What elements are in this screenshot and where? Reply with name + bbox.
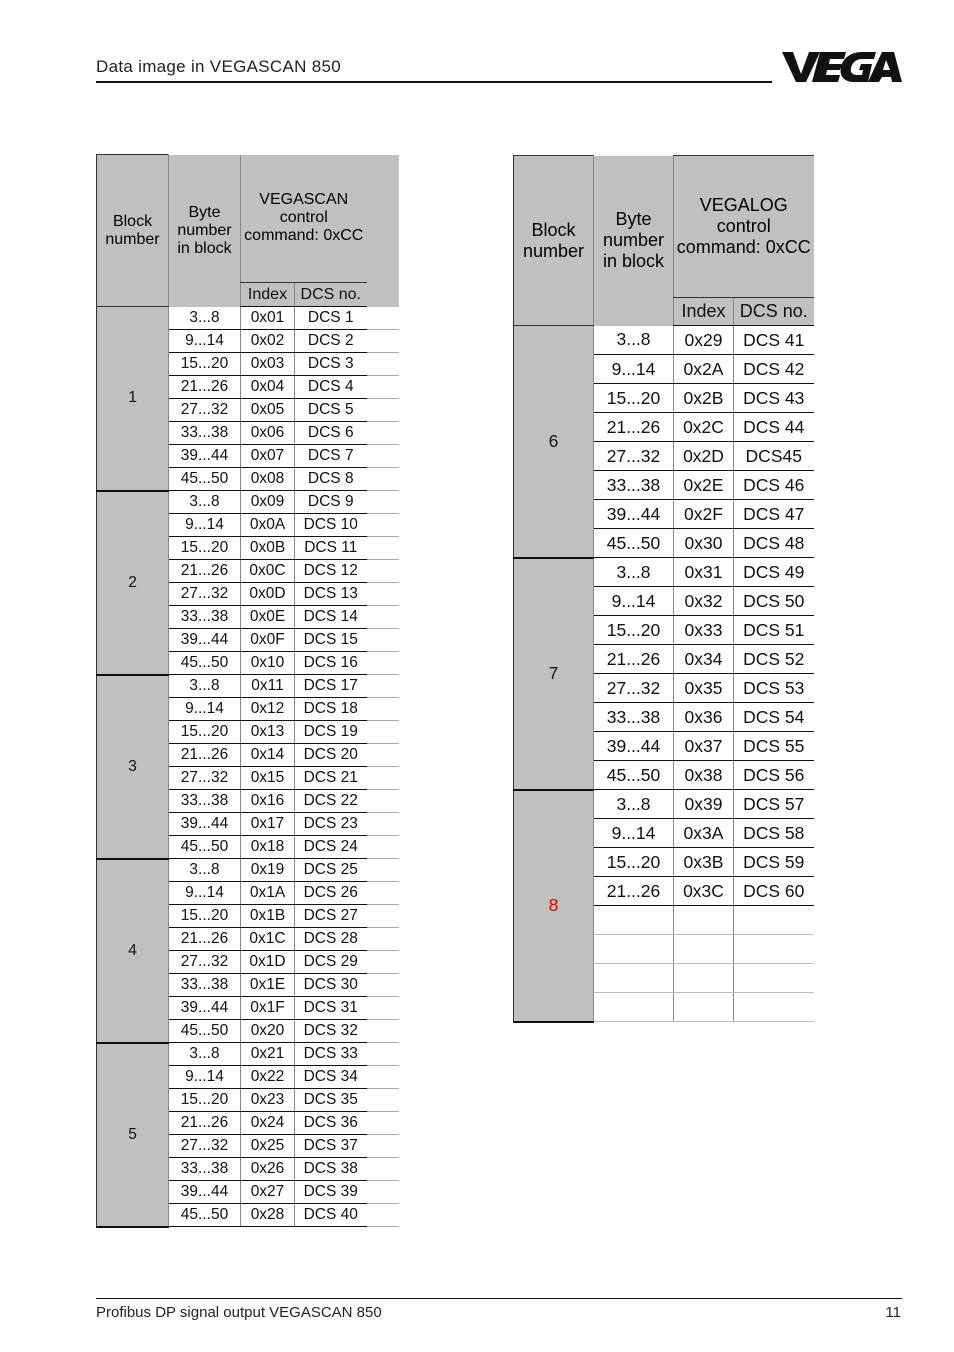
dcs-cell xyxy=(734,935,814,964)
index-cell: 0x23 xyxy=(241,1089,295,1112)
byte-range-cell: 21...26 xyxy=(169,376,241,399)
filler-cell xyxy=(367,882,399,905)
table-row xyxy=(514,326,814,355)
block-number-cell: 1 xyxy=(97,307,169,491)
index-cell: 0x31 xyxy=(674,558,734,587)
index-cell: 0x10 xyxy=(241,652,295,675)
filler-cell xyxy=(367,1181,399,1204)
dcs-cell: DCS 28 xyxy=(295,928,367,951)
byte-range-cell: 9...14 xyxy=(594,819,674,848)
page-number: 11 xyxy=(885,1304,901,1321)
byte-range-cell: 9...14 xyxy=(169,698,241,721)
byte-number-header: Byte number in block xyxy=(169,155,241,307)
footer-rule xyxy=(96,1298,902,1299)
vegascan-table-body xyxy=(97,307,399,1227)
dcs-header: DCS no. xyxy=(295,283,367,307)
filler-cell xyxy=(367,698,399,721)
index-cell: 0x2C xyxy=(674,413,734,442)
byte-range-cell: 39...44 xyxy=(169,629,241,652)
index-cell: 0x01 xyxy=(241,307,295,330)
index-cell: 0x27 xyxy=(241,1181,295,1204)
filler-cell xyxy=(367,790,399,813)
dcs-cell: DCS 21 xyxy=(295,767,367,790)
byte-range-cell: 39...44 xyxy=(169,1181,241,1204)
dcs-cell: DCS 19 xyxy=(295,721,367,744)
filler-cell xyxy=(367,813,399,836)
byte-range-cell: 15...20 xyxy=(169,1089,241,1112)
dcs-cell: DCS 14 xyxy=(295,606,367,629)
index-cell: 0x04 xyxy=(241,376,295,399)
byte-range-cell xyxy=(594,993,674,1022)
filler-cell xyxy=(367,1158,399,1181)
index-cell: 0x35 xyxy=(674,674,734,703)
byte-range-cell: 33...38 xyxy=(169,1158,241,1181)
dcs-cell: DCS 43 xyxy=(734,384,814,413)
vegalog-table-body xyxy=(514,326,814,1022)
filler-cell xyxy=(367,445,399,468)
byte-range-cell: 27...32 xyxy=(169,1135,241,1158)
byte-range-cell: 39...44 xyxy=(169,997,241,1020)
index-cell: 0x33 xyxy=(674,616,734,645)
dcs-cell: DCS 27 xyxy=(295,905,367,928)
dcs-cell: DCS 35 xyxy=(295,1089,367,1112)
table-row xyxy=(97,859,399,882)
block-number-cell: 8 xyxy=(514,790,594,1022)
block-number-cell: 4 xyxy=(97,859,169,1043)
index-cell: 0x0C xyxy=(241,560,295,583)
filler-cell xyxy=(367,491,399,514)
byte-range-cell: 9...14 xyxy=(169,514,241,537)
filler-cell xyxy=(367,307,399,330)
index-cell: 0x22 xyxy=(241,1066,295,1089)
block-number-cell: 5 xyxy=(97,1043,169,1227)
byte-range-cell: 27...32 xyxy=(169,399,241,422)
filler-cell xyxy=(367,422,399,445)
byte-range-cell: 15...20 xyxy=(169,537,241,560)
dcs-cell xyxy=(734,993,814,1022)
dcs-cell: DCS 38 xyxy=(295,1158,367,1181)
dcs-cell: DCS 26 xyxy=(295,882,367,905)
index-cell: 0x15 xyxy=(241,767,295,790)
byte-range-cell: 3...8 xyxy=(594,558,674,587)
dcs-cell: DCS 11 xyxy=(295,537,367,560)
index-cell xyxy=(674,993,734,1022)
index-cell: 0x34 xyxy=(674,645,734,674)
byte-range-cell: 3...8 xyxy=(169,491,241,514)
index-cell: 0x03 xyxy=(241,353,295,376)
index-cell: 0x0B xyxy=(241,537,295,560)
dcs-cell: DCS 24 xyxy=(295,836,367,859)
filler-cell xyxy=(367,1112,399,1135)
filler-cell xyxy=(367,744,399,767)
byte-range-cell xyxy=(594,906,674,935)
index-cell: 0x29 xyxy=(674,326,734,355)
byte-range-cell: 45...50 xyxy=(169,652,241,675)
filler-cell xyxy=(367,652,399,675)
byte-range-cell: 15...20 xyxy=(594,616,674,645)
byte-range-cell: 39...44 xyxy=(169,813,241,836)
header-rule xyxy=(96,81,772,83)
index-cell: 0x11 xyxy=(241,675,295,698)
dcs-cell: DCS 1 xyxy=(295,307,367,330)
dcs-cell: DCS 18 xyxy=(295,698,367,721)
index-cell: 0x2E xyxy=(674,471,734,500)
filler-cell xyxy=(367,1066,399,1089)
index-cell: 0x1C xyxy=(241,928,295,951)
filler-cell xyxy=(367,629,399,652)
byte-range-cell: 15...20 xyxy=(594,384,674,413)
filler-cell xyxy=(367,330,399,353)
filler-cell xyxy=(367,1135,399,1158)
filler-cell xyxy=(367,1043,399,1066)
dcs-cell: DCS 12 xyxy=(295,560,367,583)
dcs-cell: DCS 54 xyxy=(734,703,814,732)
table-row xyxy=(97,1043,399,1066)
index-header: Index xyxy=(241,283,295,307)
table-row xyxy=(514,558,814,587)
dcs-cell: DCS 16 xyxy=(295,652,367,675)
index-cell: 0x26 xyxy=(241,1158,295,1181)
page-header-title: Data image in VEGASCAN 850 xyxy=(96,57,341,76)
dcs-cell: DCS 7 xyxy=(295,445,367,468)
byte-range-cell: 27...32 xyxy=(169,583,241,606)
index-cell xyxy=(674,906,734,935)
dcs-cell: DCS 39 xyxy=(295,1181,367,1204)
filler-cell xyxy=(367,376,399,399)
index-cell: 0x18 xyxy=(241,836,295,859)
index-cell: 0x3B xyxy=(674,848,734,877)
dcs-cell: DCS 50 xyxy=(734,587,814,616)
block-number-header: Block number xyxy=(97,155,169,307)
byte-range-cell: 3...8 xyxy=(169,675,241,698)
table-row xyxy=(97,491,399,514)
dcs-cell: DCS 30 xyxy=(295,974,367,997)
index-cell: 0x1E xyxy=(241,974,295,997)
byte-range-cell: 33...38 xyxy=(169,422,241,445)
byte-range-cell: 45...50 xyxy=(169,836,241,859)
index-cell: 0x1B xyxy=(241,905,295,928)
index-cell: 0x1F xyxy=(241,997,295,1020)
dcs-cell: DCS 20 xyxy=(295,744,367,767)
byte-range-cell: 27...32 xyxy=(169,767,241,790)
byte-range-cell: 21...26 xyxy=(169,1112,241,1135)
dcs-cell: DCS 47 xyxy=(734,500,814,529)
index-cell: 0x32 xyxy=(674,587,734,616)
index-cell xyxy=(674,935,734,964)
index-cell: 0x14 xyxy=(241,744,295,767)
index-cell: 0x39 xyxy=(674,790,734,819)
dcs-cell: DCS 29 xyxy=(295,951,367,974)
dcs-cell: DCS 8 xyxy=(295,468,367,491)
filler-cell xyxy=(367,353,399,376)
byte-range-cell: 3...8 xyxy=(169,859,241,882)
dcs-cell: DCS 40 xyxy=(295,1204,367,1227)
control-command-header: VEGALOG control command: 0xCC xyxy=(674,156,814,298)
index-cell: 0x2D xyxy=(674,442,734,471)
dcs-cell: DCS 25 xyxy=(295,859,367,882)
index-cell: 0x1D xyxy=(241,951,295,974)
dcs-cell: DCS 37 xyxy=(295,1135,367,1158)
byte-range-cell: 21...26 xyxy=(594,413,674,442)
filler-cell xyxy=(367,928,399,951)
index-cell: 0x37 xyxy=(674,732,734,761)
control-command-header: VEGASCAN control command: 0xCC xyxy=(241,155,367,283)
index-cell: 0x09 xyxy=(241,491,295,514)
dcs-cell: DCS 56 xyxy=(734,761,814,790)
table-row xyxy=(97,675,399,698)
dcs-cell: DCS 31 xyxy=(295,997,367,1020)
dcs-cell: DCS 33 xyxy=(295,1043,367,1066)
dcs-cell: DCS 60 xyxy=(734,877,814,906)
index-cell: 0x08 xyxy=(241,468,295,491)
byte-range-cell: 45...50 xyxy=(594,529,674,558)
index-cell: 0x36 xyxy=(674,703,734,732)
dcs-cell: DCS 2 xyxy=(295,330,367,353)
byte-range-cell xyxy=(594,935,674,964)
filler-cell xyxy=(367,905,399,928)
index-cell: 0x2B xyxy=(674,384,734,413)
byte-range-cell: 15...20 xyxy=(169,721,241,744)
byte-range-cell: 21...26 xyxy=(594,645,674,674)
index-cell: 0x25 xyxy=(241,1135,295,1158)
filler-cell xyxy=(367,399,399,422)
byte-range-cell: 3...8 xyxy=(169,1043,241,1066)
index-cell: 0x3C xyxy=(674,877,734,906)
index-cell: 0x07 xyxy=(241,445,295,468)
dcs-cell xyxy=(734,906,814,935)
vegascan-dcs-table xyxy=(96,154,399,1228)
index-cell: 0x16 xyxy=(241,790,295,813)
filler-cell xyxy=(367,1204,399,1227)
filler-cell xyxy=(367,974,399,997)
byte-range-cell: 39...44 xyxy=(169,445,241,468)
filler-cell xyxy=(367,560,399,583)
dcs-cell: DCS 48 xyxy=(734,529,814,558)
dcs-cell: DCS 22 xyxy=(295,790,367,813)
byte-range-cell: 45...50 xyxy=(169,468,241,491)
dcs-cell: DCS 23 xyxy=(295,813,367,836)
index-cell: 0x28 xyxy=(241,1204,295,1227)
dcs-cell: DCS 46 xyxy=(734,471,814,500)
dcs-cell: DCS 3 xyxy=(295,353,367,376)
filler-cell xyxy=(367,675,399,698)
byte-range-cell: 15...20 xyxy=(169,905,241,928)
dcs-cell: DCS 9 xyxy=(295,491,367,514)
dcs-header: DCS no. xyxy=(734,298,814,326)
index-cell: 0x0F xyxy=(241,629,295,652)
dcs-cell: DCS 42 xyxy=(734,355,814,384)
vegalog-dcs-table xyxy=(513,155,814,1023)
index-cell: 0x1A xyxy=(241,882,295,905)
index-cell: 0x24 xyxy=(241,1112,295,1135)
index-cell: 0x05 xyxy=(241,399,295,422)
filler-cell xyxy=(367,721,399,744)
byte-range-cell: 27...32 xyxy=(594,674,674,703)
byte-range-cell: 33...38 xyxy=(594,471,674,500)
block-number-cell: 6 xyxy=(514,326,594,558)
filler-cell xyxy=(367,859,399,882)
byte-range-cell: 21...26 xyxy=(169,928,241,951)
byte-range-cell: 9...14 xyxy=(169,882,241,905)
byte-range-cell: 33...38 xyxy=(169,606,241,629)
dcs-cell: DCS 59 xyxy=(734,848,814,877)
header-filler xyxy=(367,155,399,307)
block-number-cell: 3 xyxy=(97,675,169,859)
dcs-cell: DCS 6 xyxy=(295,422,367,445)
dcs-cell: DCS 51 xyxy=(734,616,814,645)
block-number-cell: 7 xyxy=(514,558,594,790)
index-cell: 0x2A xyxy=(674,355,734,384)
byte-range-cell: 45...50 xyxy=(169,1020,241,1043)
index-cell: 0x02 xyxy=(241,330,295,353)
dcs-cell xyxy=(734,964,814,993)
index-cell: 0x21 xyxy=(241,1043,295,1066)
dcs-cell: DCS 13 xyxy=(295,583,367,606)
block-number-cell: 2 xyxy=(97,491,169,675)
index-cell: 0x30 xyxy=(674,529,734,558)
byte-range-cell: 33...38 xyxy=(169,790,241,813)
dcs-cell: DCS 5 xyxy=(295,399,367,422)
filler-cell xyxy=(367,1020,399,1043)
dcs-cell: DCS 10 xyxy=(295,514,367,537)
byte-range-cell: 33...38 xyxy=(594,703,674,732)
table-row xyxy=(514,790,814,819)
byte-range-cell: 33...38 xyxy=(169,974,241,997)
vega-logo xyxy=(782,48,902,86)
byte-range-cell: 39...44 xyxy=(594,732,674,761)
index-cell: 0x0A xyxy=(241,514,295,537)
byte-range-cell: 27...32 xyxy=(594,442,674,471)
dcs-cell: DCS 57 xyxy=(734,790,814,819)
index-cell: 0x0E xyxy=(241,606,295,629)
byte-range-cell: 21...26 xyxy=(169,560,241,583)
byte-range-cell xyxy=(594,964,674,993)
index-cell: 0x12 xyxy=(241,698,295,721)
dcs-cell: DCS 36 xyxy=(295,1112,367,1135)
dcs-cell: DCS 58 xyxy=(734,819,814,848)
index-cell: 0x2F xyxy=(674,500,734,529)
index-cell: 0x20 xyxy=(241,1020,295,1043)
block-number-header: Block number xyxy=(514,156,594,326)
byte-range-cell: 45...50 xyxy=(169,1204,241,1227)
index-cell: 0x17 xyxy=(241,813,295,836)
filler-cell xyxy=(367,514,399,537)
byte-range-cell: 45...50 xyxy=(594,761,674,790)
byte-range-cell: 15...20 xyxy=(169,353,241,376)
dcs-cell: DCS 32 xyxy=(295,1020,367,1043)
dcs-cell: DCS 52 xyxy=(734,645,814,674)
index-header: Index xyxy=(674,298,734,326)
dcs-cell: DCS 34 xyxy=(295,1066,367,1089)
byte-range-cell: 39...44 xyxy=(594,500,674,529)
dcs-cell: DCS 15 xyxy=(295,629,367,652)
dcs-cell: DCS 49 xyxy=(734,558,814,587)
index-cell: 0x19 xyxy=(241,859,295,882)
dcs-cell: DCS 53 xyxy=(734,674,814,703)
byte-range-cell: 21...26 xyxy=(169,744,241,767)
dcs-cell: DCS 4 xyxy=(295,376,367,399)
byte-range-cell: 27...32 xyxy=(169,951,241,974)
index-cell: 0x38 xyxy=(674,761,734,790)
byte-number-header: Byte number in block xyxy=(594,156,674,326)
byte-range-cell: 3...8 xyxy=(169,307,241,330)
byte-range-cell: 9...14 xyxy=(594,355,674,384)
dcs-cell: DCS 55 xyxy=(734,732,814,761)
filler-cell xyxy=(367,836,399,859)
table-row xyxy=(97,307,399,330)
dcs-cell: DCS 17 xyxy=(295,675,367,698)
byte-range-cell: 21...26 xyxy=(594,877,674,906)
dcs-cell: DCS 41 xyxy=(734,326,814,355)
index-cell: 0x06 xyxy=(241,422,295,445)
filler-cell xyxy=(367,951,399,974)
byte-range-cell: 9...14 xyxy=(594,587,674,616)
filler-cell xyxy=(367,606,399,629)
byte-range-cell: 3...8 xyxy=(594,790,674,819)
dcs-cell: DCS45 xyxy=(734,442,814,471)
filler-cell xyxy=(367,1089,399,1112)
footer-title: Profibus DP signal output VEGASCAN 850 xyxy=(96,1304,382,1321)
byte-range-cell: 3...8 xyxy=(594,326,674,355)
filler-cell xyxy=(367,583,399,606)
filler-cell xyxy=(367,537,399,560)
dcs-cell: DCS 44 xyxy=(734,413,814,442)
index-cell: 0x0D xyxy=(241,583,295,606)
filler-cell xyxy=(367,767,399,790)
index-cell: 0x13 xyxy=(241,721,295,744)
byte-range-cell: 9...14 xyxy=(169,330,241,353)
filler-cell xyxy=(367,468,399,491)
index-cell xyxy=(674,964,734,993)
byte-range-cell: 9...14 xyxy=(169,1066,241,1089)
filler-cell xyxy=(367,997,399,1020)
byte-range-cell: 15...20 xyxy=(594,848,674,877)
index-cell: 0x3A xyxy=(674,819,734,848)
